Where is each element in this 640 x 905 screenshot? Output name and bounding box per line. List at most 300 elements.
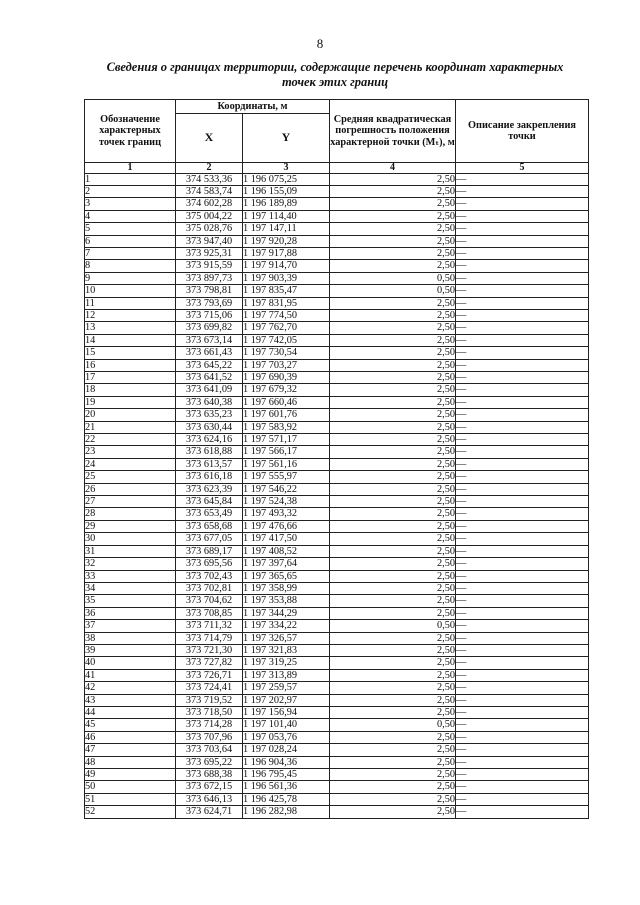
x-coordinate-cell: 373 711,32 xyxy=(176,620,243,632)
table-row xyxy=(85,322,589,334)
point-number-cell: 1 xyxy=(85,173,176,185)
error-cell: 2,50 xyxy=(330,396,456,408)
y-coordinate-cell: 1 197 334,22 xyxy=(243,620,330,632)
fixing-cell: — xyxy=(456,756,589,768)
column-number: 3 xyxy=(243,163,330,174)
x-coordinate-cell: 373 641,52 xyxy=(176,372,243,384)
y-coordinate-cell: 1 197 561,16 xyxy=(243,458,330,470)
x-coordinate-cell: 373 947,40 xyxy=(176,235,243,247)
fixing-cell: — xyxy=(456,173,589,185)
column-number: 1 xyxy=(85,163,176,174)
x-coordinate-cell: 373 727,82 xyxy=(176,657,243,669)
fixing-cell: — xyxy=(456,235,589,247)
y-coordinate-cell: 1 197 114,40 xyxy=(243,210,330,222)
y-coordinate-cell: 1 197 147,11 xyxy=(243,223,330,235)
error-cell: 2,50 xyxy=(330,198,456,210)
x-coordinate-cell: 373 724,41 xyxy=(176,682,243,694)
fixing-cell: — xyxy=(456,706,589,718)
y-coordinate-cell: 1 197 920,28 xyxy=(243,235,330,247)
fixing-cell: — xyxy=(456,446,589,458)
fixing-cell: — xyxy=(456,719,589,731)
point-number-cell: 43 xyxy=(85,694,176,706)
fixing-cell: — xyxy=(456,582,589,594)
error-cell: 2,50 xyxy=(330,309,456,321)
point-number-cell: 15 xyxy=(85,347,176,359)
y-coordinate-cell: 1 197 358,99 xyxy=(243,582,330,594)
table-row xyxy=(85,595,589,607)
error-cell: 2,50 xyxy=(330,173,456,185)
error-cell: 2,50 xyxy=(330,322,456,334)
table-row xyxy=(85,682,589,694)
fixing-cell: — xyxy=(456,458,589,470)
error-cell: 2,50 xyxy=(330,247,456,259)
y-coordinate-cell: 1 197 703,27 xyxy=(243,359,330,371)
table-row xyxy=(85,235,589,247)
point-number-cell: 40 xyxy=(85,657,176,669)
x-coordinate-cell: 373 703,64 xyxy=(176,744,243,756)
table-row xyxy=(85,644,589,656)
fixing-cell: — xyxy=(456,359,589,371)
x-coordinate-cell: 373 623,39 xyxy=(176,483,243,495)
error-cell: 2,50 xyxy=(330,446,456,458)
point-number-cell: 41 xyxy=(85,669,176,681)
point-number-cell: 26 xyxy=(85,483,176,495)
x-coordinate-cell: 373 640,38 xyxy=(176,396,243,408)
fixing-cell: — xyxy=(456,520,589,532)
x-coordinate-cell: 373 630,44 xyxy=(176,421,243,433)
y-coordinate-cell: 1 197 397,64 xyxy=(243,558,330,570)
table-row xyxy=(85,173,589,185)
fixing-cell: — xyxy=(456,297,589,309)
fixing-cell: — xyxy=(456,769,589,781)
y-coordinate-cell: 1 197 914,70 xyxy=(243,260,330,272)
table-row xyxy=(85,508,589,520)
error-cell: 2,50 xyxy=(330,520,456,532)
error-cell: 2,50 xyxy=(330,458,456,470)
y-coordinate-cell: 1 197 417,50 xyxy=(243,533,330,545)
header-mean-square-error: Средняя квадратическая погрешность положения характерной точки (Mₜ), м xyxy=(330,100,456,163)
x-coordinate-cell: 373 624,71 xyxy=(176,806,243,818)
table-row xyxy=(85,471,589,483)
error-cell: 0,50 xyxy=(330,272,456,284)
fixing-cell: — xyxy=(456,210,589,222)
fixing-cell: — xyxy=(456,682,589,694)
x-coordinate-cell: 373 613,57 xyxy=(176,458,243,470)
table-row xyxy=(85,223,589,235)
x-coordinate-cell: 373 704,62 xyxy=(176,595,243,607)
point-number-cell: 38 xyxy=(85,632,176,644)
x-coordinate-cell: 373 616,18 xyxy=(176,471,243,483)
error-cell: 2,50 xyxy=(330,582,456,594)
fixing-cell: — xyxy=(456,223,589,235)
point-number-cell: 31 xyxy=(85,545,176,557)
y-coordinate-cell: 1 197 408,52 xyxy=(243,545,330,557)
point-number-cell: 33 xyxy=(85,570,176,582)
table-row xyxy=(85,185,589,197)
fixing-cell: — xyxy=(456,620,589,632)
error-cell: 2,50 xyxy=(330,347,456,359)
y-coordinate-cell: 1 197 690,39 xyxy=(243,372,330,384)
x-coordinate-cell: 373 673,14 xyxy=(176,334,243,346)
x-coordinate-cell: 373 897,73 xyxy=(176,272,243,284)
header-fixing-description: Описание закрепления точки xyxy=(456,100,589,163)
x-coordinate-cell: 373 645,22 xyxy=(176,359,243,371)
x-coordinate-cell: 373 677,05 xyxy=(176,533,243,545)
y-coordinate-cell: 1 197 313,89 xyxy=(243,669,330,681)
y-coordinate-cell: 1 197 660,46 xyxy=(243,396,330,408)
point-number-cell: 12 xyxy=(85,309,176,321)
fixing-cell: — xyxy=(456,744,589,756)
table-row xyxy=(85,806,589,818)
y-coordinate-cell: 1 196 425,78 xyxy=(243,793,330,805)
y-coordinate-cell: 1 197 202,97 xyxy=(243,694,330,706)
y-coordinate-cell: 1 197 571,17 xyxy=(243,434,330,446)
fixing-cell: — xyxy=(456,607,589,619)
point-number-cell: 42 xyxy=(85,682,176,694)
table-row xyxy=(85,744,589,756)
x-coordinate-cell: 374 602,28 xyxy=(176,198,243,210)
fixing-cell: — xyxy=(456,533,589,545)
fixing-cell: — xyxy=(456,347,589,359)
point-number-cell: 11 xyxy=(85,297,176,309)
error-cell: 2,50 xyxy=(330,260,456,272)
error-cell: 2,50 xyxy=(330,694,456,706)
table-row xyxy=(85,285,589,297)
point-number-cell: 49 xyxy=(85,769,176,781)
point-number-cell: 35 xyxy=(85,595,176,607)
x-coordinate-cell: 373 618,88 xyxy=(176,446,243,458)
x-coordinate-cell: 373 915,59 xyxy=(176,260,243,272)
fixing-cell: — xyxy=(456,198,589,210)
error-cell: 2,50 xyxy=(330,607,456,619)
y-coordinate-cell: 1 197 156,94 xyxy=(243,706,330,718)
x-coordinate-cell: 373 702,43 xyxy=(176,570,243,582)
fixing-cell: — xyxy=(456,409,589,421)
fixing-cell: — xyxy=(456,657,589,669)
error-cell: 2,50 xyxy=(330,682,456,694)
x-coordinate-cell: 373 699,82 xyxy=(176,322,243,334)
point-number-cell: 23 xyxy=(85,446,176,458)
table-row xyxy=(85,334,589,346)
y-coordinate-cell: 1 197 566,17 xyxy=(243,446,330,458)
table-row xyxy=(85,359,589,371)
x-coordinate-cell: 375 004,22 xyxy=(176,210,243,222)
point-number-cell: 3 xyxy=(85,198,176,210)
page-number: 8 xyxy=(316,36,324,51)
table-row xyxy=(85,793,589,805)
x-coordinate-cell: 373 635,23 xyxy=(176,409,243,421)
point-number-cell: 19 xyxy=(85,396,176,408)
y-coordinate-cell: 1 197 583,92 xyxy=(243,421,330,433)
y-coordinate-cell: 1 197 101,40 xyxy=(243,719,330,731)
table-row xyxy=(85,309,589,321)
y-coordinate-cell: 1 196 155,09 xyxy=(243,185,330,197)
point-number-cell: 2 xyxy=(85,185,176,197)
x-coordinate-cell: 373 695,56 xyxy=(176,558,243,570)
table-row xyxy=(85,657,589,669)
error-cell: 2,50 xyxy=(330,421,456,433)
x-coordinate-cell: 373 702,81 xyxy=(176,582,243,594)
y-coordinate-cell: 1 197 546,22 xyxy=(243,483,330,495)
fixing-cell: — xyxy=(456,309,589,321)
y-coordinate-cell: 1 197 028,24 xyxy=(243,744,330,756)
y-coordinate-cell: 1 197 762,70 xyxy=(243,322,330,334)
point-number-cell: 27 xyxy=(85,496,176,508)
error-cell: 2,50 xyxy=(330,669,456,681)
point-number-cell: 24 xyxy=(85,458,176,470)
table-row xyxy=(85,570,589,582)
point-number-cell: 21 xyxy=(85,421,176,433)
fixing-cell: — xyxy=(456,508,589,520)
x-coordinate-cell: 373 726,71 xyxy=(176,669,243,681)
x-coordinate-cell: 373 661,43 xyxy=(176,347,243,359)
error-cell: 2,50 xyxy=(330,483,456,495)
error-cell: 0,50 xyxy=(330,285,456,297)
error-cell: 2,50 xyxy=(330,731,456,743)
point-number-cell: 47 xyxy=(85,744,176,756)
fixing-cell: — xyxy=(456,247,589,259)
y-coordinate-cell: 1 197 353,88 xyxy=(243,595,330,607)
point-number-cell: 5 xyxy=(85,223,176,235)
x-coordinate-cell: 373 672,15 xyxy=(176,781,243,793)
fixing-cell: — xyxy=(456,595,589,607)
table-row xyxy=(85,272,589,284)
fixing-cell: — xyxy=(456,471,589,483)
y-coordinate-cell: 1 197 476,66 xyxy=(243,520,330,532)
error-cell: 2,50 xyxy=(330,185,456,197)
x-coordinate-cell: 373 688,38 xyxy=(176,769,243,781)
y-coordinate-cell: 1 196 904,36 xyxy=(243,756,330,768)
table-row xyxy=(85,496,589,508)
fixing-cell: — xyxy=(456,793,589,805)
point-number-cell: 46 xyxy=(85,731,176,743)
x-coordinate-cell: 374 583,74 xyxy=(176,185,243,197)
x-coordinate-cell: 373 645,84 xyxy=(176,496,243,508)
table-row xyxy=(85,533,589,545)
table-row xyxy=(85,421,589,433)
y-coordinate-cell: 1 197 493,32 xyxy=(243,508,330,520)
x-coordinate-cell: 373 798,81 xyxy=(176,285,243,297)
error-cell: 2,50 xyxy=(330,769,456,781)
table-row xyxy=(85,781,589,793)
x-coordinate-cell: 373 646,13 xyxy=(176,793,243,805)
x-coordinate-cell: 373 708,85 xyxy=(176,607,243,619)
y-coordinate-cell: 1 196 189,89 xyxy=(243,198,330,210)
error-cell: 2,50 xyxy=(330,533,456,545)
y-coordinate-cell: 1 197 730,54 xyxy=(243,347,330,359)
error-cell: 0,50 xyxy=(330,620,456,632)
table-row xyxy=(85,558,589,570)
error-cell: 0,50 xyxy=(330,719,456,731)
table-row xyxy=(85,396,589,408)
fixing-cell: — xyxy=(456,421,589,433)
table-row xyxy=(85,545,589,557)
fixing-cell: — xyxy=(456,570,589,582)
error-cell: 2,50 xyxy=(330,334,456,346)
error-cell: 2,50 xyxy=(330,570,456,582)
header-point-designation: Обозначение характерных точек границ xyxy=(85,100,176,163)
fixing-cell: — xyxy=(456,434,589,446)
y-coordinate-cell: 1 197 601,76 xyxy=(243,409,330,421)
error-cell: 2,50 xyxy=(330,210,456,222)
point-number-cell: 4 xyxy=(85,210,176,222)
table-row xyxy=(85,483,589,495)
fixing-cell: — xyxy=(456,496,589,508)
point-number-cell: 17 xyxy=(85,372,176,384)
x-coordinate-cell: 373 718,50 xyxy=(176,706,243,718)
point-number-cell: 32 xyxy=(85,558,176,570)
table-row xyxy=(85,669,589,681)
y-coordinate-cell: 1 197 259,57 xyxy=(243,682,330,694)
point-number-cell: 50 xyxy=(85,781,176,793)
x-coordinate-cell: 375 028,76 xyxy=(176,223,243,235)
point-number-cell: 14 xyxy=(85,334,176,346)
fixing-cell: — xyxy=(456,558,589,570)
point-number-cell: 18 xyxy=(85,384,176,396)
table-row xyxy=(85,434,589,446)
y-coordinate-cell: 1 197 344,29 xyxy=(243,607,330,619)
fixing-cell: — xyxy=(456,396,589,408)
point-number-cell: 13 xyxy=(85,322,176,334)
fixing-cell: — xyxy=(456,781,589,793)
y-coordinate-cell: 1 197 555,97 xyxy=(243,471,330,483)
point-number-cell: 48 xyxy=(85,756,176,768)
error-cell: 2,50 xyxy=(330,359,456,371)
point-number-cell: 16 xyxy=(85,359,176,371)
error-cell: 2,50 xyxy=(330,756,456,768)
point-number-cell: 10 xyxy=(85,285,176,297)
error-cell: 2,50 xyxy=(330,793,456,805)
error-cell: 2,50 xyxy=(330,632,456,644)
table-row xyxy=(85,210,589,222)
table-row xyxy=(85,260,589,272)
fixing-cell: — xyxy=(456,669,589,681)
point-number-cell: 36 xyxy=(85,607,176,619)
point-number-cell: 52 xyxy=(85,806,176,818)
error-cell: 2,50 xyxy=(330,595,456,607)
table-row xyxy=(85,446,589,458)
table-row xyxy=(85,409,589,421)
table-row xyxy=(85,582,589,594)
y-coordinate-cell: 1 197 903,39 xyxy=(243,272,330,284)
table-row xyxy=(85,384,589,396)
table-row xyxy=(85,706,589,718)
y-coordinate-cell: 1 197 053,76 xyxy=(243,731,330,743)
error-cell: 2,50 xyxy=(330,508,456,520)
fixing-cell: — xyxy=(456,334,589,346)
x-coordinate-cell: 373 714,28 xyxy=(176,719,243,731)
table-row xyxy=(85,520,589,532)
y-coordinate-cell: 1 197 917,88 xyxy=(243,247,330,259)
error-cell: 2,50 xyxy=(330,781,456,793)
point-number-cell: 44 xyxy=(85,706,176,718)
fixing-cell: — xyxy=(456,694,589,706)
point-number-cell: 30 xyxy=(85,533,176,545)
error-cell: 2,50 xyxy=(330,558,456,570)
header-x: X xyxy=(176,114,243,163)
y-coordinate-cell: 1 197 365,65 xyxy=(243,570,330,582)
x-coordinate-cell: 373 719,52 xyxy=(176,694,243,706)
fixing-cell: — xyxy=(456,384,589,396)
y-coordinate-cell: 1 196 282,98 xyxy=(243,806,330,818)
table-body xyxy=(85,173,589,818)
table-row xyxy=(85,620,589,632)
x-coordinate-cell: 373 658,68 xyxy=(176,520,243,532)
column-number-row xyxy=(85,163,589,174)
error-cell: 2,50 xyxy=(330,471,456,483)
point-number-cell: 7 xyxy=(85,247,176,259)
x-coordinate-cell: 373 707,96 xyxy=(176,731,243,743)
fixing-cell: — xyxy=(456,272,589,284)
point-number-cell: 6 xyxy=(85,235,176,247)
fixing-cell: — xyxy=(456,632,589,644)
table-row xyxy=(85,198,589,210)
x-coordinate-cell: 373 695,22 xyxy=(176,756,243,768)
fixing-cell: — xyxy=(456,285,589,297)
error-cell: 2,50 xyxy=(330,496,456,508)
point-number-cell: 39 xyxy=(85,644,176,656)
point-number-cell: 25 xyxy=(85,471,176,483)
table-row xyxy=(85,756,589,768)
x-coordinate-cell: 373 925,31 xyxy=(176,247,243,259)
point-number-cell: 20 xyxy=(85,409,176,421)
fixing-cell: — xyxy=(456,545,589,557)
table-row xyxy=(85,769,589,781)
point-number-cell: 9 xyxy=(85,272,176,284)
x-coordinate-cell: 373 715,06 xyxy=(176,309,243,321)
point-number-cell: 29 xyxy=(85,520,176,532)
column-number: 4 xyxy=(330,163,456,174)
table-row xyxy=(85,247,589,259)
y-coordinate-cell: 1 196 795,45 xyxy=(243,769,330,781)
error-cell: 2,50 xyxy=(330,706,456,718)
error-cell: 2,50 xyxy=(330,644,456,656)
column-number: 5 xyxy=(456,163,589,174)
y-coordinate-cell: 1 197 774,50 xyxy=(243,309,330,321)
x-coordinate-cell: 373 653,49 xyxy=(176,508,243,520)
y-coordinate-cell: 1 197 524,38 xyxy=(243,496,330,508)
error-cell: 2,50 xyxy=(330,372,456,384)
x-coordinate-cell: 373 624,16 xyxy=(176,434,243,446)
y-coordinate-cell: 1 197 321,83 xyxy=(243,644,330,656)
point-number-cell: 28 xyxy=(85,508,176,520)
y-coordinate-cell: 1 197 679,32 xyxy=(243,384,330,396)
document-title: Сведения о границах территории, содержащие перечень координат характерных точек этих границ xyxy=(106,60,564,89)
x-coordinate-cell: 373 721,30 xyxy=(176,644,243,656)
table-row xyxy=(85,719,589,731)
x-coordinate-cell: 373 793,69 xyxy=(176,297,243,309)
point-number-cell: 45 xyxy=(85,719,176,731)
table-row xyxy=(85,694,589,706)
error-cell: 2,50 xyxy=(330,297,456,309)
y-coordinate-cell: 1 197 326,57 xyxy=(243,632,330,644)
error-cell: 2,50 xyxy=(330,545,456,557)
error-cell: 2,50 xyxy=(330,434,456,446)
point-number-cell: 34 xyxy=(85,582,176,594)
error-cell: 2,50 xyxy=(330,806,456,818)
y-coordinate-cell: 1 196 561,36 xyxy=(243,781,330,793)
x-coordinate-cell: 373 714,79 xyxy=(176,632,243,644)
y-coordinate-cell: 1 197 835,47 xyxy=(243,285,330,297)
table-row xyxy=(85,632,589,644)
point-number-cell: 37 xyxy=(85,620,176,632)
error-cell: 2,50 xyxy=(330,223,456,235)
table-row xyxy=(85,607,589,619)
fixing-cell: — xyxy=(456,322,589,334)
y-coordinate-cell: 1 197 319,25 xyxy=(243,657,330,669)
fixing-cell: — xyxy=(456,260,589,272)
table-row xyxy=(85,297,589,309)
